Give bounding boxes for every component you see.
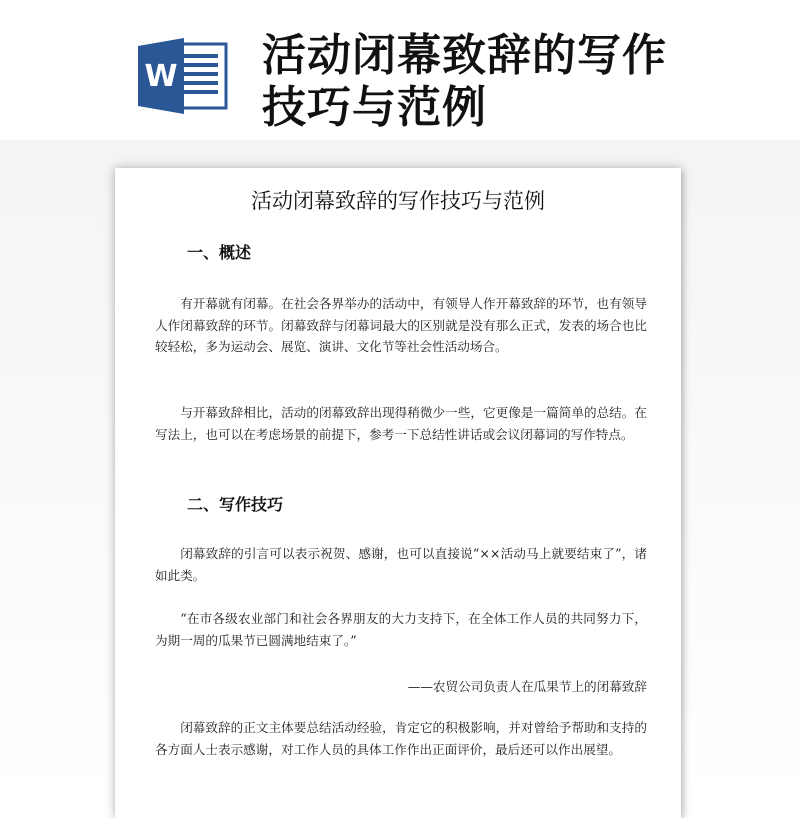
word-document-icon — [138, 38, 230, 114]
document-page — [115, 168, 681, 818]
section-heading-overview: 一、概述 — [187, 243, 252, 262]
paragraph-quote: “在市各级农业部门和社会各界朋友的大力支持下，在全体工作人员的共同努力下，为期一周的瓜果节已圆满地结束了。” — [155, 611, 647, 648]
section-heading-techniques: 二、写作技巧 — [187, 495, 284, 514]
quote-attribution: ——农贸公司负责人在瓜果节上的闭幕致辞 — [407, 679, 647, 694]
paragraph-techniques-closing: 闭幕致辞的正文主体要总结活动经验，肯定它的积极影响，并对曾给予帮助和支持的各方面人士表示感谢，对工作人员的具体工作作出正面评价，最后还可以作出展望。 — [155, 720, 647, 757]
page-title: 活动闭幕致辞的写作 技巧与范例 — [262, 30, 667, 133]
paragraph-techniques-1: 闭幕致辞的引言可以表示祝贺、感谢，也可以直接说“××活动马上就要结束了”，诸如此类。 — [155, 546, 647, 583]
word-icon-letter: W — [144, 59, 178, 94]
paragraph-overview-2: 与开幕致辞相比，活动的闭幕致辞出现得稍微少一些，它更像是一篇简单的总结。在写法上，也可以在考虑场景的前提下，参考一下总结性讲话或会议闭幕词的写作特点。 — [155, 405, 647, 442]
document-title: 活动闭幕致辞的写作技巧与范例 — [251, 189, 545, 213]
header-banner — [0, 0, 800, 150]
paragraph-overview-1: 有开幕就有闭幕。在社会各界举办的活动中，有领导人作开幕致辞的环节，也有领导人作闭幕致辞的环节。闭幕致辞与闭幕词最大的区别就是没有那么正式，发表的场合也比较轻松，多为运动会、展览、演讲、文化节等社会性活动场合。 — [155, 296, 647, 354]
